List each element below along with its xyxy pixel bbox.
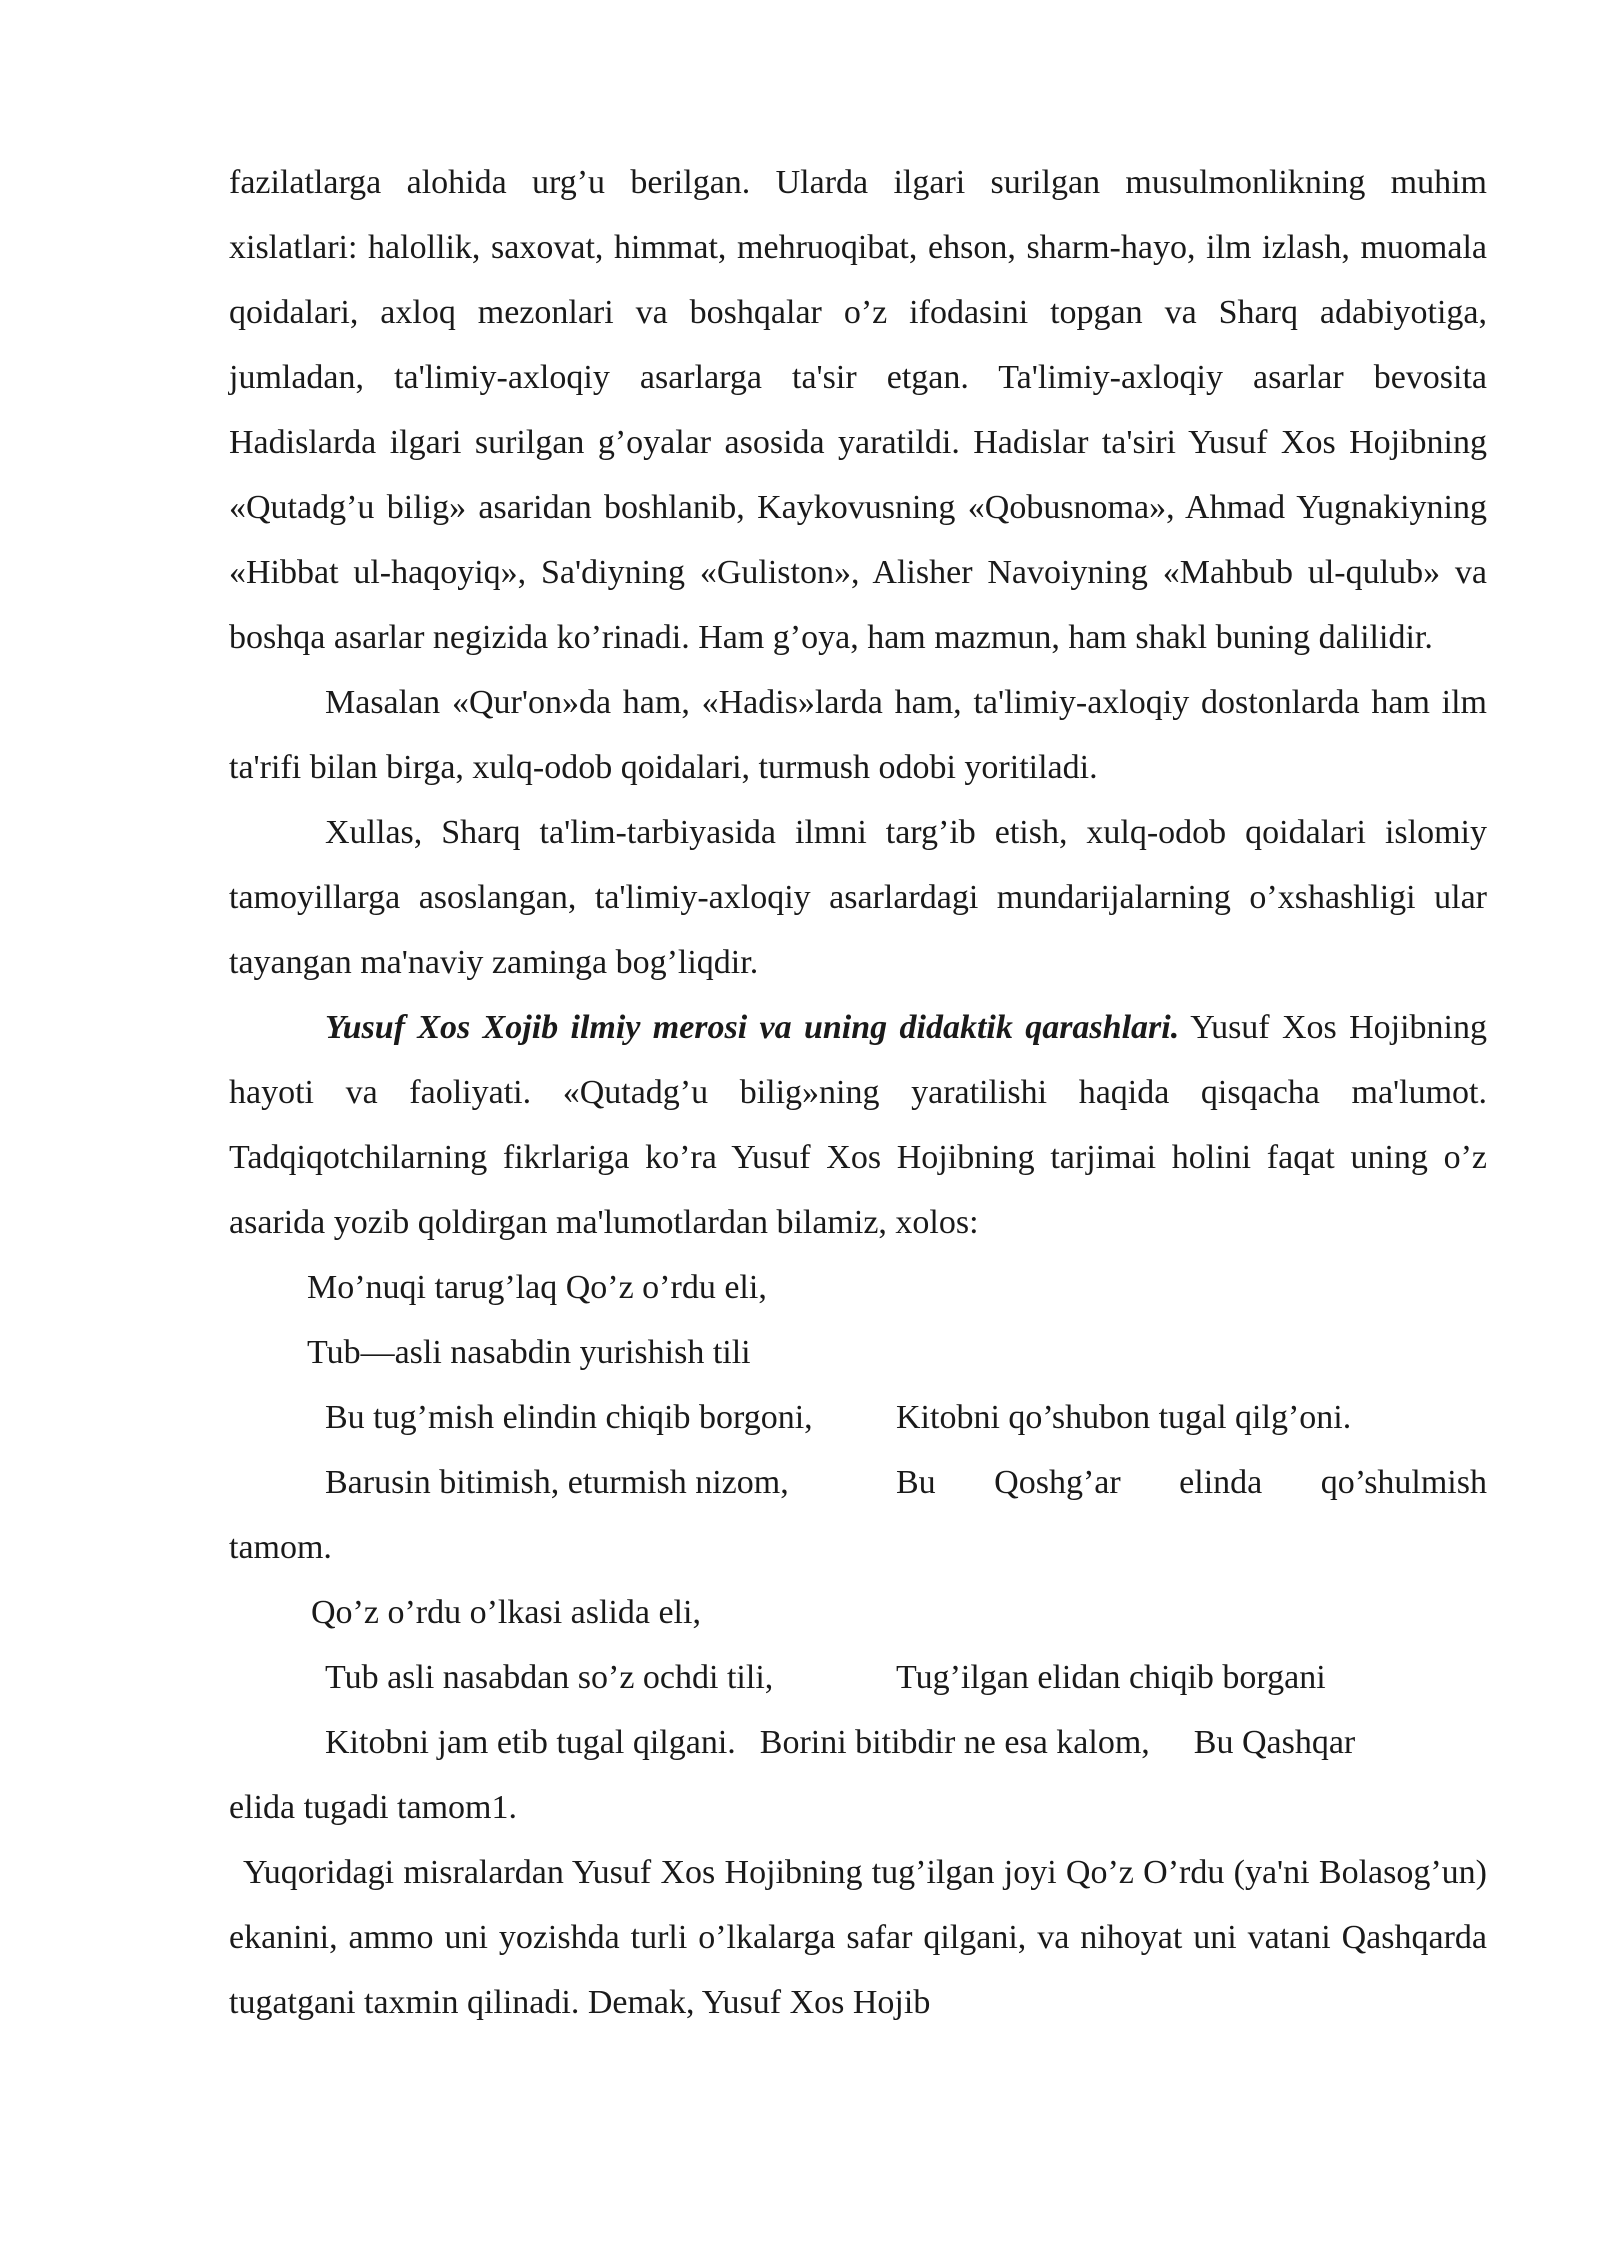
verse-line-1: Mo’nuqi tarug’laq Qo’z o’rdu eli, <box>307 1269 767 1306</box>
section-heading: Yusuf Xos Xojib ilmiy merosi va uning didaktik qarashlari. <box>325 1009 1180 1046</box>
verse-line-4 <box>229 1450 1487 1515</box>
verse-line-6-right: Tug’ilgan elidan chiqib borgani <box>896 1659 1326 1696</box>
verse-line-4-right: Bu Qoshg’ar elinda qo’shulmish <box>896 1464 1487 1501</box>
paragraph-conclusion: Xullas, Sharq ta'lim-tarbiyasida ilmni targ’ib etish, xulq-odob qoidalari islomiy tamoyillarga asoslangan, ta'limiy-axloqiy asarlardagi mundarijalarning o’xshashligi ular tayangan ma'naviy zaminga bog’liqdir. <box>229 814 1487 981</box>
verse-line-4-continuation: tamom. <box>229 1529 332 1566</box>
verse-line-7-part-b: Borini bitibdir ne esa kalom, <box>759 1724 1150 1761</box>
verse-line-7-part-a: Kitobni jam etib tugal qilgani. <box>325 1724 736 1761</box>
verse-line-6 <box>229 1645 1487 1710</box>
verse-line-7-continuation: elida tugadi tamom1. <box>229 1789 517 1826</box>
paragraph-example: Masalan «Qur'on»da ham, «Hadis»larda ham, ta'limiy-axloqiy dostonlarda ham ilm ta'rifi bilan birga, xulq-odob qoidalari, turmush odobi yoritiladi. <box>229 684 1487 786</box>
document-body <box>229 150 1487 2035</box>
verse-line-4-left: Barusin bitimish, eturmish nizom, <box>325 1464 789 1501</box>
paragraph-birthplace: Yuqoridagi misralardan Yusuf Xos Hojibning tug’ilgan joyi Qo’z O’rdu (ya'ni Bolasog’un) ekanini, ammo uni yozishda turli o’lkalarga safar qilgani, va nihoyat uni vatani Qashqarda tugatgani taxmin qilinadi. Demak, Yusuf Xos Hojib <box>229 1854 1487 2021</box>
paragraph-yusuf-intro <box>229 995 1487 1255</box>
verse-line-7-part-c: Bu Qashqar <box>1193 1724 1356 1761</box>
verse-line-3-right: Kitobni qo’shubon tugal qilg’oni. <box>896 1399 1352 1436</box>
verse-line-5: Qo’z o’rdu o’lkasi aslida eli, <box>311 1594 701 1631</box>
verse-line-3 <box>229 1385 1487 1450</box>
section-intro-text: Yusuf Xos Hojibning hayoti va faoliyati. «Qutadg’u bilig»ning yaratilishi haqida qisqacha ma'lumot. Tadqiqotchilarning fikrlariga ko’ra Yusuf Xos Hojibning tarjimai holini faqat uning o’z asarida yozib qoldirgan ma'lumotlardan bilamiz, xolos: <box>229 1009 1487 1241</box>
verse-line-7 <box>229 1710 1487 1775</box>
verse-line-2: Tub—asli nasabdin yurishish tili <box>307 1334 751 1371</box>
paragraph-hadith-influence: fazilatlarga alohida urg’u berilgan. Ularda ilgari surilgan musulmonlikning muhim xislatlari: halollik, saxovat, himmat, mehruoqibat, ehson, sharm-hayo, ilm izlash, muomala qoidalari, axloq mezonlari va boshqalar o’z ifodasini topgan va Sharq adabiyotiga, jumladan, ta'limiy-axloqiy asarlarga ta'sir etgan. Ta'limiy-axloqiy asarlar bevosita Hadislarda ilgari surilgan g’oyalar asosida yaratildi. Hadislar ta'siri Yusuf Xos Hojibning «Qutadg’u bilig» asaridan boshlanib, Kaykovusning «Qobusnoma», Ahmad Yugnakiyning «Hibbat ul-haqoyiq», Sa'diyning «Guliston», Alisher Navoiyning «Mahbub ul-qulub» va boshqa asarlar negizida ko’rinadi. Ham g’oya, ham mazmun, ham shakl buning dalilidir. <box>229 164 1487 656</box>
verse-line-6-left: Tub asli nasabdan so’z ochdi tili, <box>325 1659 774 1696</box>
verse-line-3-left: Bu tug’mish elindin chiqib borgoni, <box>325 1399 813 1436</box>
